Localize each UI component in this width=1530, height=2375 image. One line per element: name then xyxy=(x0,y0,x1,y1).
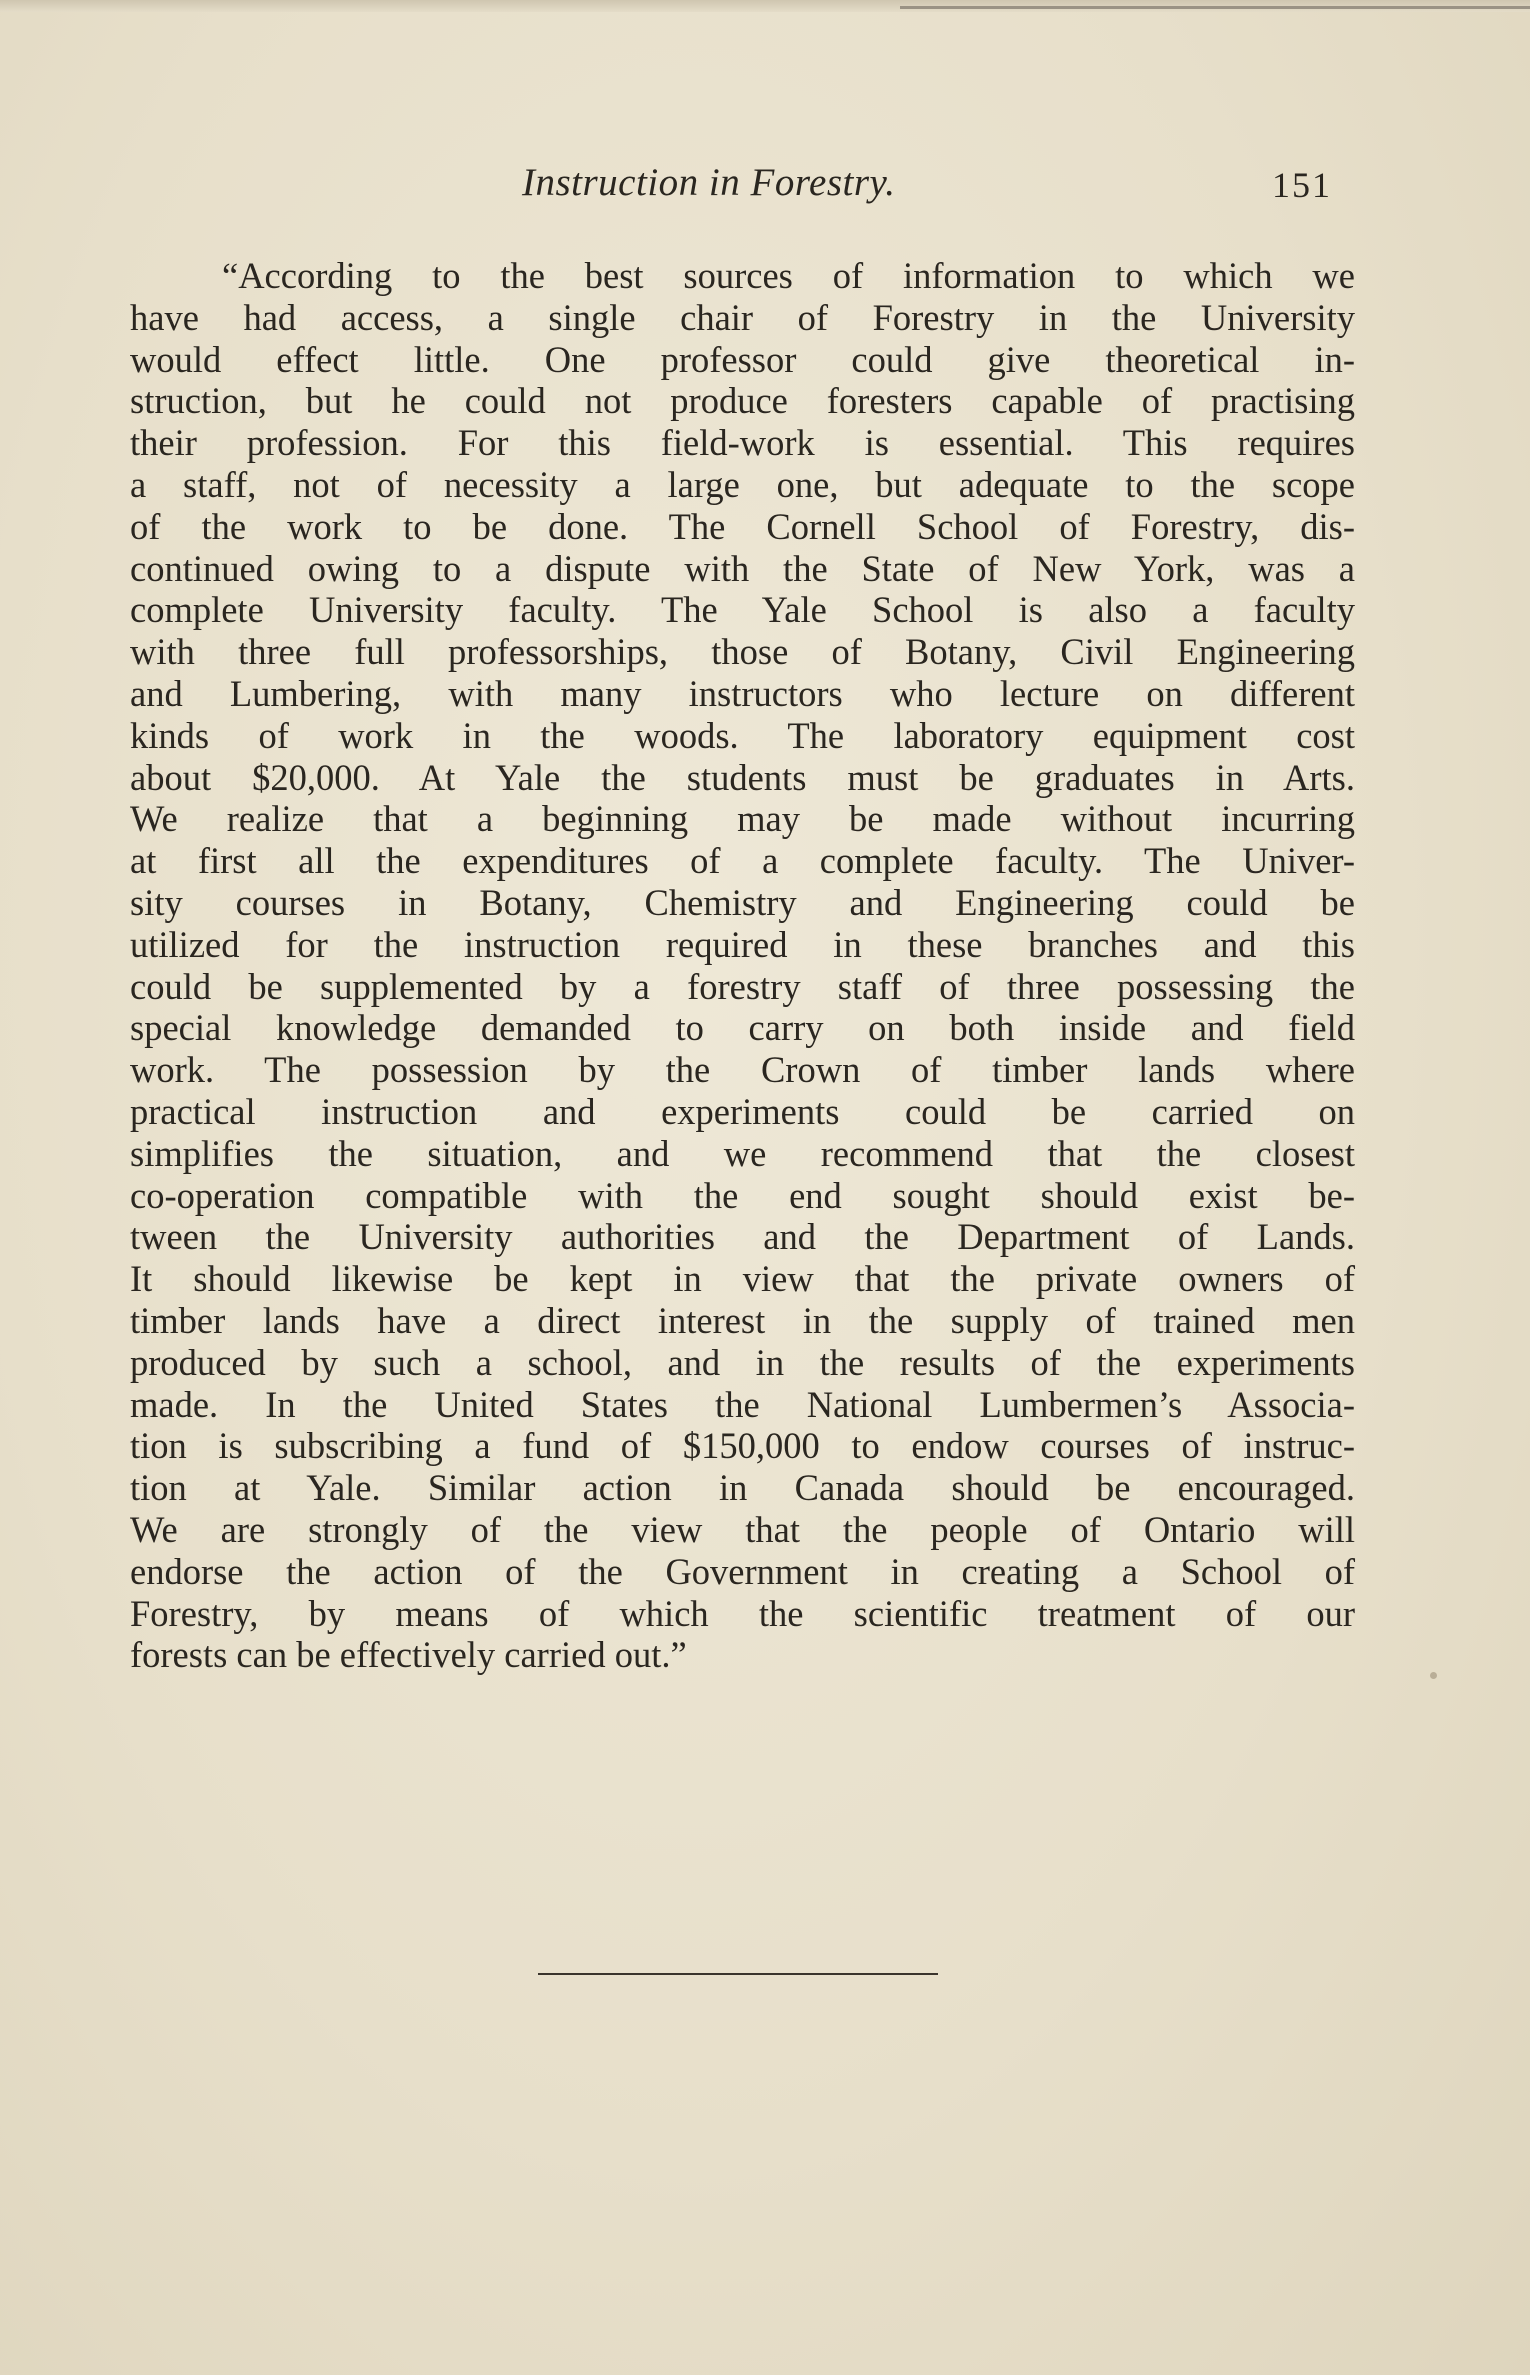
running-head xyxy=(0,160,1530,210)
text-line: their profession. For this field-work is essential. This requires xyxy=(130,422,1355,464)
text-line: about $20,000. At Yale the students must be graduates in Arts. xyxy=(130,756,1355,798)
running-title: Instruction in Forestry. xyxy=(522,161,896,204)
paper-speck xyxy=(1430,1672,1437,1679)
page-top-edge xyxy=(0,0,1530,12)
text-line: Forestry, by means of which the scientific treatment of our xyxy=(130,1592,1355,1634)
text-line: kinds of work in the woods. The laboratory equipment cost xyxy=(130,714,1355,756)
text-line: tween the University authorities and the Department of Lands. xyxy=(130,1216,1355,1258)
quoted-paragraph xyxy=(130,255,1355,1676)
text-line: of the work to be done. The Cornell School of Forestry, dis- xyxy=(130,505,1355,547)
text-line: We realize that a beginning may be made without incurring xyxy=(130,798,1355,840)
text-line: utilized for the instruction required in these branches and this xyxy=(130,923,1355,965)
text-line: have had access, a single chair of Forestry in the University xyxy=(130,296,1355,338)
text-line: work. The possession by the Crown of timber lands where xyxy=(130,1049,1355,1091)
text-line: We are strongly of the view that the people of Ontario will xyxy=(130,1508,1355,1550)
text-line: complete University faculty. The Yale School is also a faculty xyxy=(130,589,1355,631)
text-line: made. In the United States the National Lumbermen’s Associa- xyxy=(130,1383,1355,1425)
text-line: a staff, not of necessity a large one, but adequate to the scope xyxy=(130,463,1355,505)
text-line: produced by such a school, and in the results of the experiments xyxy=(130,1341,1355,1383)
text-line: “According to the best sources of information to which we xyxy=(222,255,1355,296)
text-line: continued owing to a dispute with the State of New York, was a xyxy=(130,547,1355,589)
text-line: would effect little. One professor could give theoretical in- xyxy=(130,338,1355,380)
text-line: struction, but he could not produce foresters capable of practising xyxy=(130,380,1355,422)
page-number: 151 xyxy=(1272,165,1332,205)
text-line: sity courses in Botany, Chemistry and Engineering could be xyxy=(130,881,1355,923)
text-line: at first all the expenditures of a complete faculty. The Univer- xyxy=(130,840,1355,882)
text-line: could be supplemented by a forestry staff of three possessing the xyxy=(130,965,1355,1007)
text-line: forests can be effectively carried out.” xyxy=(130,1634,687,1676)
text-line: co-operation compatible with the end sought should exist be- xyxy=(130,1174,1355,1216)
text-line: and Lumbering, with many instructors who lecture on different xyxy=(130,672,1355,714)
text-line: endorse the action of the Government in creating a School of xyxy=(130,1550,1355,1592)
text-line: special knowledge demanded to carry on both inside and field xyxy=(130,1007,1355,1049)
text-line: timber lands have a direct interest in the supply of trained men xyxy=(130,1299,1355,1341)
end-rule xyxy=(538,1973,938,1975)
text-line: practical instruction and experiments could be carried on xyxy=(130,1090,1355,1132)
text-line: simplifies the situation, and we recommend that the closest xyxy=(130,1132,1355,1174)
page-edge-line xyxy=(900,6,1530,9)
text-line: tion at Yale. Similar action in Canada should be encouraged. xyxy=(130,1467,1355,1509)
text-line: tion is subscribing a fund of $150,000 to endow courses of instruc- xyxy=(130,1425,1355,1467)
text-line: It should likewise be kept in view that the private owners of xyxy=(130,1258,1355,1300)
text-line: with three full professorships, those of Botany, Civil Engineering xyxy=(130,631,1355,673)
